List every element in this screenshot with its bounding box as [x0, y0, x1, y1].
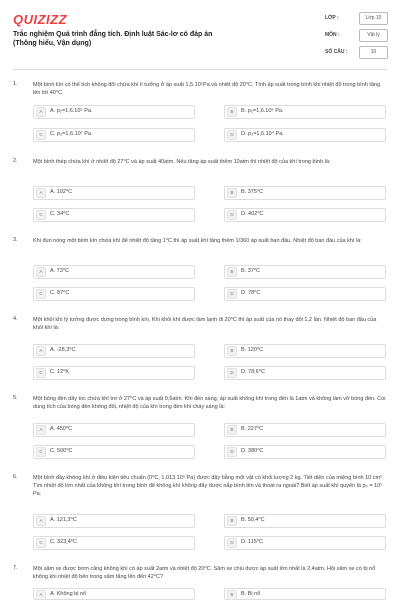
option-letter: B [227, 425, 237, 435]
option-text: B. 227⁰C [241, 426, 264, 432]
option-b[interactable] [224, 265, 386, 279]
option-letter: C [36, 447, 46, 457]
option-b[interactable] [224, 514, 386, 528]
meta-value-box: Lớp 10 [359, 12, 388, 25]
option-letter: D [227, 210, 237, 220]
option-a[interactable] [33, 344, 195, 358]
option-text: A. Không bị nổ [50, 591, 87, 597]
option-b[interactable] [224, 186, 386, 200]
option-text: D. 402⁰C [241, 211, 264, 217]
option-d[interactable] [224, 287, 386, 301]
question-number: 2. [13, 158, 18, 164]
option-c[interactable] [33, 536, 195, 550]
option-text: B. p₂=1,6.10⁵ Pa. [241, 108, 284, 114]
meta-label: MÔN : [325, 32, 340, 38]
option-text: D. p₂=1,6.10⁴ Pa. [241, 131, 284, 137]
option-c[interactable] [33, 287, 195, 301]
option-text: C. 323,4⁰C [50, 539, 77, 545]
option-letter: B [227, 107, 237, 117]
option-a[interactable] [33, 423, 195, 437]
option-b[interactable] [224, 588, 386, 600]
option-a[interactable] [33, 588, 195, 600]
page-title: Trắc nghiệm Quá trình đẳng tích. Định luật Sác-lơ có đáp án (Thông hiểu, Vận dụng) [13, 31, 213, 47]
option-letter: D [227, 368, 237, 378]
option-a[interactable] [33, 105, 195, 119]
question-text: Một bóng đèn dây tóc chứa khí trơ ở 27⁰C và áp suất 0,6atm. Khi đèn sáng, áp suất không khí trong đèn là 1atm và không làm vỡ bóng đèn. Coi dung tích của bóng đèn không đổi, nhiệt độ của khí trong đèn khi cháy sáng là: [33, 396, 386, 410]
option-letter: B [227, 188, 237, 198]
option-letter: B [227, 516, 237, 526]
option-text: C. 12⁰K [50, 369, 70, 375]
question-number: 7. [13, 565, 18, 571]
option-letter: C [36, 130, 46, 140]
question-text: Một bình kín có thể tích không đổi chứa khí lí tưởng ở áp suất 1,5.10⁵Pa và nhiệt độ 20⁰C. Tính áp suất trong bình khi nhiệt độ trong bình tăng lên tới 40⁰C. [33, 82, 381, 96]
quizizz-logo: QUIZIZZ [13, 12, 68, 27]
meta-row-count [325, 46, 387, 63]
option-letter: B [227, 267, 237, 277]
question-text: Một khối khí lý tưởng được dựng trong bình kín. Khi khối khí được làm lạnh đi 20⁰C thì áp suất của nó thay đổi 1,2 lần. Nhiệt độ ban đầu của khối khí là: [33, 317, 377, 331]
meta-label: SỐ CÂU : [325, 49, 348, 55]
option-text: A. 102⁰C [50, 189, 73, 195]
option-c[interactable] [33, 445, 195, 459]
option-text: B. 37⁰C [241, 268, 261, 274]
meta-panel [325, 12, 387, 63]
option-letter: A [36, 346, 46, 356]
option-d[interactable] [224, 366, 386, 380]
option-text: A. 450⁰C [50, 426, 73, 432]
option-letter: A [36, 425, 46, 435]
option-text: C. 500⁰C [50, 448, 73, 454]
option-letter: A [36, 267, 46, 277]
option-text: D. 380⁰C [241, 448, 264, 454]
option-letter: A [36, 107, 46, 117]
option-letter: C [36, 538, 46, 548]
option-text: D. 115⁰C [241, 539, 263, 545]
question-number: 6. [13, 474, 18, 480]
meta-label: LỚP : [325, 15, 339, 21]
question-text: Một bình thép chứa khí ở nhiệt độ 27⁰C và áp suất 40atm. Nếu tăng áp suất thêm 10atm thì nhiệt độ của khí trong bình là: [33, 159, 331, 165]
option-letter: B [227, 346, 237, 356]
option-text: A. -28,3⁰C [50, 347, 76, 353]
option-c[interactable] [33, 128, 195, 142]
question-number: 3. [13, 237, 18, 243]
option-c[interactable] [33, 208, 195, 222]
option-b[interactable] [224, 105, 386, 119]
option-a[interactable] [33, 186, 195, 200]
option-letter: C [36, 289, 46, 299]
question-number: 1. [13, 81, 18, 87]
question-text: Một săm xe được bơm căng không khí có áp suất 2atm và nhiệt độ 20⁰C. Săm xe chịu được áp suất lớn nhất là 2,4atm. Hỏi săm xe có bị nổ không khi nhiệt độ bên trong săm tăng lên đến 42⁰C? [33, 566, 376, 580]
option-text: C. 34⁰C [50, 211, 70, 217]
question-number: 4. [13, 316, 18, 322]
option-text: A. 73⁰C [50, 268, 70, 274]
option-letter: A [36, 516, 46, 526]
option-b[interactable] [224, 423, 386, 437]
option-text: D. 78⁰C [241, 290, 261, 296]
option-d[interactable] [224, 536, 386, 550]
option-text: A. 121,3⁰C [50, 517, 77, 523]
option-text: D. 78,6⁰C [241, 369, 265, 375]
option-d[interactable] [224, 128, 386, 142]
option-letter: A [36, 188, 46, 198]
option-text: B. Bị nổ [241, 591, 261, 597]
header [0, 0, 400, 70]
option-d[interactable] [224, 445, 386, 459]
option-a[interactable] [33, 514, 195, 528]
option-text: B. 50,4⁰C [241, 517, 265, 523]
option-text: B. 120⁰C [241, 347, 264, 353]
option-letter: B [227, 590, 237, 600]
option-text: B. 375⁰C [241, 189, 264, 195]
option-b[interactable] [224, 344, 386, 358]
header-divider [13, 69, 387, 70]
option-letter: C [36, 368, 46, 378]
option-a[interactable] [33, 265, 195, 279]
question-number: 5. [13, 395, 18, 401]
option-letter: A [36, 590, 46, 600]
question-text: Khi đun nóng một bình kín chứa khí để nhiệt độ tăng 1⁰C thì áp suất khí tăng thêm 1/360 áp suất ban đầu. Nhiệt độ ban đầu của khí là: [33, 238, 362, 244]
option-letter: D [227, 447, 237, 457]
option-letter: D [227, 130, 237, 140]
meta-value-box: Vật lý [359, 29, 388, 42]
option-c[interactable] [33, 366, 195, 380]
option-text: A. p₂=1,6.10⁵ Pa. [50, 108, 93, 114]
meta-value-box: 10 [359, 46, 388, 59]
option-text: C. p₂=1,6.10⁷ Pa. [50, 131, 93, 137]
meta-row-subject [325, 29, 387, 46]
option-letter: C [36, 210, 46, 220]
question-text: Một bình đầy không khí ở điều kiện tiêu chuẩn (0⁰C, 1,013.10⁵ Pa) được đậy bằng một vật có khối lượng 2 kg. Tiết diện của miệng bình 10 cm². Tìm nhiệt độ lớn nhất của không khí trong bình để không khí không đẩy được nắp bình lên và thoát ra ngoài? Biết áp suất khí quyển là p₀ = 10⁵ Pa. [33, 475, 384, 497]
option-d[interactable] [224, 208, 386, 222]
option-letter: D [227, 538, 237, 548]
option-letter: D [227, 289, 237, 299]
meta-row-class [325, 12, 387, 29]
option-text: C. 87⁰C [50, 290, 70, 296]
